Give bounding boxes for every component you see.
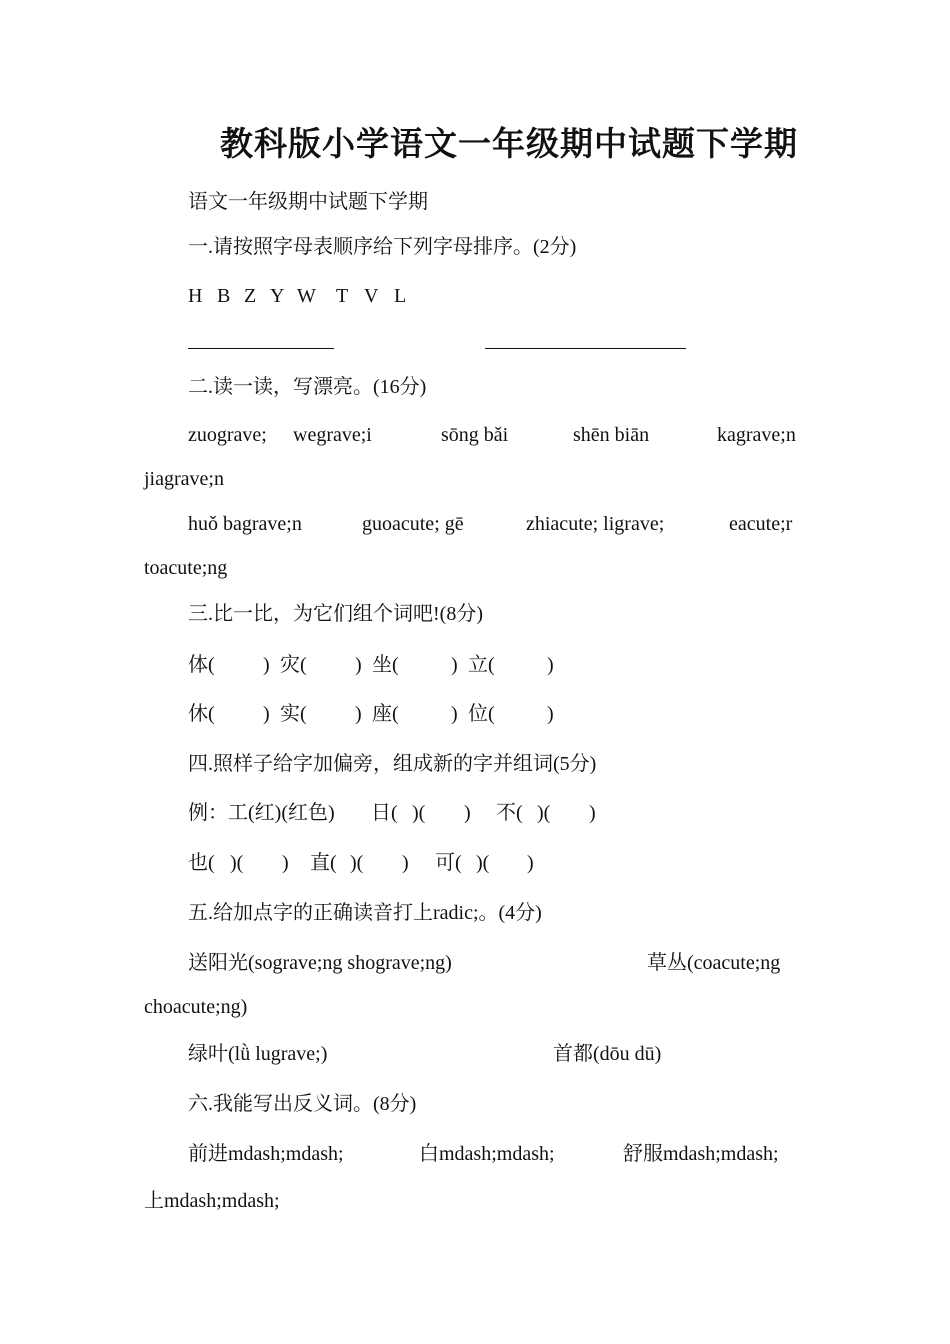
word-cell: )	[402, 852, 409, 874]
word-cell: 可(	[435, 852, 462, 874]
antonym-item: 前进mdash;mdash;	[188, 1143, 344, 1165]
antonym-item: 白mdash;mdash;	[419, 1143, 555, 1165]
letter: L	[394, 285, 407, 307]
word-cell: 休(	[188, 703, 215, 725]
antonym-item: 舒服mdash;mdash;	[623, 1143, 779, 1165]
word-cell: )(	[230, 852, 244, 874]
word-cell: 日(	[371, 802, 398, 824]
q1-heading: 一.请按照字母表顺序给下列字母排序。(2分)	[188, 236, 577, 258]
q5-heading: 五.给加点字的正确读音打上radic;。(4分)	[188, 902, 542, 924]
example: 例：工(红)(红色)	[188, 802, 335, 824]
pinyin: shēn biān	[573, 424, 650, 446]
word-cell: )(	[412, 802, 426, 824]
q2-heading: 二.读一读，写漂亮。(16分)	[188, 376, 427, 398]
word-cell: 位(	[468, 703, 495, 725]
word-cell: 灾(	[280, 654, 307, 676]
pinyin: sōng bǎi	[441, 424, 509, 446]
word-cell: )	[547, 703, 554, 725]
word-cell: )	[547, 654, 554, 676]
word-cell: )	[355, 703, 362, 725]
word-cell: 也(	[188, 852, 215, 874]
reading-item: 草丛(coacute;ng	[647, 952, 781, 974]
word-cell: 立(	[468, 654, 495, 676]
word-cell: 直(	[310, 852, 337, 874]
letter: V	[364, 285, 379, 307]
document-title: 教科版小学语文一年级期中试题下学期	[220, 127, 798, 163]
q6-heading: 六.我能写出反义词。(8分)	[188, 1093, 417, 1115]
answer-line	[485, 348, 686, 349]
word-cell: )	[263, 654, 270, 676]
letter: Y	[270, 285, 285, 307]
pinyin: kagrave;n	[717, 424, 796, 446]
word-cell: 坐(	[372, 654, 399, 676]
pinyin: wegrave;i	[293, 424, 372, 446]
answer-line	[188, 348, 334, 349]
letter: Z	[244, 285, 257, 307]
subtitle: 语文一年级期中试题下学期	[188, 191, 428, 213]
pinyin: jiagrave;n	[144, 468, 224, 490]
letter: W	[297, 285, 316, 307]
word-cell: )(	[350, 852, 364, 874]
word-cell: )	[589, 802, 596, 824]
letter: H	[188, 285, 203, 307]
word-cell: 体(	[188, 654, 215, 676]
pinyin: guoacute; gē	[362, 513, 464, 535]
word-cell: )(	[537, 802, 551, 824]
pinyin: toacute;ng	[144, 557, 228, 579]
pinyin: eacute;r	[729, 513, 793, 535]
antonym-item: 上mdash;mdash;	[144, 1190, 280, 1212]
word-cell: )	[464, 802, 471, 824]
reading-item: 绿叶(lǜ lugrave;)	[188, 1043, 328, 1065]
letter: T	[336, 285, 349, 307]
pinyin: zhiacute; ligrave;	[526, 513, 665, 535]
word-cell: )	[451, 703, 458, 725]
word-cell: )	[527, 852, 534, 874]
word-cell: )	[355, 654, 362, 676]
word-cell: 座(	[372, 703, 399, 725]
word-cell: 实(	[280, 703, 307, 725]
word-cell: )	[451, 654, 458, 676]
word-cell: 不(	[496, 802, 523, 824]
q3-heading: 三.比一比，为它们组个词吧!(8分)	[188, 603, 483, 625]
word-cell: )(	[476, 852, 490, 874]
letter: B	[217, 285, 231, 307]
word-cell: )	[263, 703, 270, 725]
reading-item: choacute;ng)	[144, 996, 248, 1018]
pinyin: zuograve;	[188, 424, 267, 446]
reading-item: 送阳光(sograve;ng shograve;ng)	[188, 952, 452, 974]
word-cell: )	[282, 852, 289, 874]
q4-heading: 四.照样子给字加偏旁，组成新的字并组词(5分)	[188, 753, 597, 775]
pinyin: huǒ bagrave;n	[188, 513, 302, 535]
reading-item: 首都(dōu dū)	[553, 1043, 662, 1065]
